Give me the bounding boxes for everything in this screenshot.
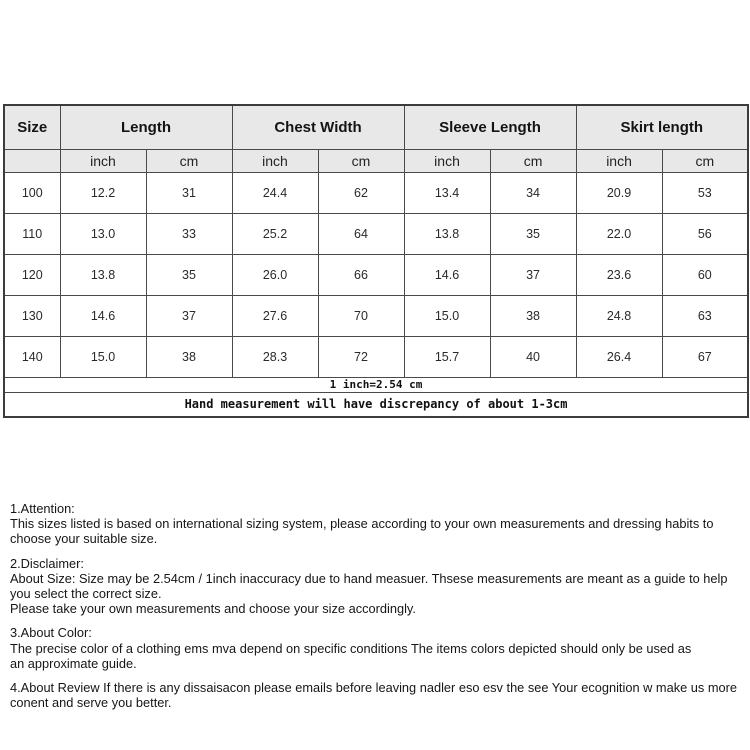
table-row: [4, 336, 748, 377]
unit-header: cm: [662, 149, 748, 172]
footnote-line: About Size: Size may be 2.54cm / 1inch inaccuracy due to hand measuer. Thsese measurements are meant as a guide to help you select the correct size.: [10, 570, 728, 602]
measurement-cell: 66: [318, 254, 404, 295]
table-row: [4, 254, 748, 295]
size-cell: 140: [4, 336, 60, 377]
measurement-cell: 15.0: [404, 295, 490, 336]
table-row: [4, 213, 748, 254]
measurement-cell: 38: [490, 295, 576, 336]
unit-header: inch: [404, 149, 490, 172]
footnote-section: [10, 625, 742, 671]
measurement-cell: 25.2: [232, 213, 318, 254]
table-row: [4, 295, 748, 336]
unit-header: inch: [232, 149, 318, 172]
measurement-discrepancy-note: Hand measurement will have discrepancy of about 1-3cm: [4, 392, 748, 417]
measurement-cell: 72: [318, 336, 404, 377]
footnote-line: conent and serve you better.: [10, 695, 172, 711]
unit-header: inch: [60, 149, 146, 172]
measurement-cell: 37: [146, 295, 232, 336]
measurement-cell: 15.0: [60, 336, 146, 377]
measurement-cell: 53: [662, 172, 748, 213]
measurement-cell: 60: [662, 254, 748, 295]
measurement-cell: 12.2: [60, 172, 146, 213]
footnote-line: 2.Disclaimer:: [10, 555, 84, 571]
measurement-cell: 38: [146, 336, 232, 377]
unit-header: inch: [576, 149, 662, 172]
measurement-cell: 26.4: [576, 336, 662, 377]
conversion-note: 1 inch=2.54 cm: [4, 377, 748, 392]
measurement-cell: 63: [662, 295, 748, 336]
size-cell: 120: [4, 254, 60, 295]
unit-header: [4, 149, 60, 172]
size-cell: 100: [4, 172, 60, 213]
table-unit-row: [4, 149, 748, 172]
measurement-cell: 23.6: [576, 254, 662, 295]
size-cell: 110: [4, 213, 60, 254]
measurement-cell: 22.0: [576, 213, 662, 254]
size-chart: [3, 104, 747, 418]
measurement-cell: 33: [146, 213, 232, 254]
measurement-cell: 70: [318, 295, 404, 336]
measurement-cell: 67: [662, 336, 748, 377]
measurement-cell: 14.6: [404, 254, 490, 295]
unit-header: cm: [318, 149, 404, 172]
footnote-line: 3.About Color:: [10, 625, 92, 641]
footnote-section: [10, 556, 742, 617]
size-chart-table: [3, 104, 749, 418]
footnote-line: 1.Attention:: [10, 501, 75, 516]
column-header: Sleeve Length: [404, 105, 576, 149]
measurement-cell: 31: [146, 172, 232, 213]
table-row: [4, 172, 748, 213]
measurement-cell: 20.9: [576, 172, 662, 213]
footnote-line: The precise color of a clothing ems mva depend on specific conditions The items colors depicted should only be used as: [10, 640, 692, 656]
footnote-line: Please take your own measurements and choose your size accordingly.: [10, 601, 416, 617]
note-row: [4, 392, 748, 417]
measurement-cell: 56: [662, 213, 748, 254]
footnote-section: [10, 680, 742, 710]
measurement-cell: 62: [318, 172, 404, 213]
note-row: [4, 377, 748, 392]
measurement-cell: 13.8: [404, 213, 490, 254]
measurement-cell: 13.0: [60, 213, 146, 254]
measurement-cell: 14.6: [60, 295, 146, 336]
footnote-section: [10, 501, 742, 547]
measurement-cell: 24.4: [232, 172, 318, 213]
column-header: Chest Width: [232, 105, 404, 149]
measurement-cell: 37: [490, 254, 576, 295]
measurement-cell: 28.3: [232, 336, 318, 377]
column-header: Skirt length: [576, 105, 748, 149]
footnote-line: an approximate guide.: [10, 655, 137, 671]
size-cell: 130: [4, 295, 60, 336]
table-body: [4, 172, 748, 377]
measurement-cell: 34: [490, 172, 576, 213]
measurement-cell: 24.8: [576, 295, 662, 336]
footnotes: [10, 501, 742, 719]
measurement-cell: 13.8: [60, 254, 146, 295]
footnote-line: 4.About Review If there is any dissaisacon please emails before leaving nadler eso esv the see Your ecognition w make us more: [10, 680, 737, 696]
measurement-cell: 35: [490, 213, 576, 254]
column-header: Size: [4, 105, 60, 149]
measurement-cell: 15.7: [404, 336, 490, 377]
footnote-line: This sizes listed is based on international sizing system, please according to your own measurements and dressing habits to choose your suitable size.: [10, 516, 714, 547]
measurement-cell: 35: [146, 254, 232, 295]
measurement-cell: 13.4: [404, 172, 490, 213]
measurement-cell: 64: [318, 213, 404, 254]
measurement-cell: 40: [490, 336, 576, 377]
measurement-cell: 26.0: [232, 254, 318, 295]
measurement-cell: 27.6: [232, 295, 318, 336]
unit-header: cm: [146, 149, 232, 172]
unit-header: cm: [490, 149, 576, 172]
column-header: Length: [60, 105, 232, 149]
table-header-row: [4, 105, 748, 149]
